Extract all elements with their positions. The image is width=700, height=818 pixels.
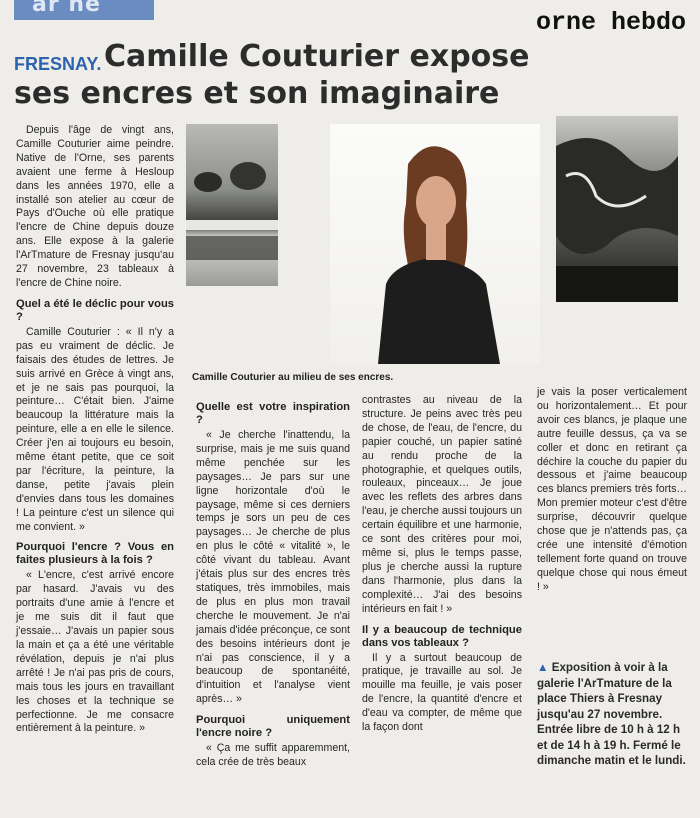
answer-3: « Je cherche l'inattendu, la surprise, mais je me suis quand même penchée sur les paysages… Je pars sur une ligne horizontale d'où le paysage, même si ces derniers temps je sors un peu de ces paysages… Je cherche de plus en plus le côté « vitalité », le côté vivant du tableau. Avant j'étais plus sur des encres très statiques, très immobiles, mais de plus en plus mon travail cherche le mouvement. Je n'ai jamais d'idée préconçue, ce sont des besoins intérieurs dont je n'ai pas conscience, il y a beaucoup de spontanéité, d'intuition et l'analyse vient après… » (196, 429, 350, 706)
section-banner (14, 0, 154, 20)
answer-4-continued: contrastes au niveau de la structure. Je peins avec très peu de chose, de l'eau, de l'encre, du papier couché, un papier satiné au rendu proche de la photographie, et quelques outils, rouleaux, pinceaux… Je joue avec les reflets des arbres dans l'eau, je cherche aussi toujours un certain équilibre et une harmonie, ce sont des critères pour moi, même si, plus le temps passe, plus je cherche aussi la rupture dans l'harmonie, plus dans la complexité… J'ai des besoins intérieurs en fait ! » (362, 394, 522, 615)
exhibition-info-text: Exposition à voir à la galerie l'ArTmature de la place Thiers à Fresnay jusqu'au 27 novembre. Entrée libre de 10 h à 12 h et de 14 h à 19 h. Fermé le dimanche matin et le lundi. (537, 661, 686, 767)
ink-painting-left (186, 124, 278, 286)
column-3 (362, 394, 522, 735)
question-1: Quel a été le déclic pour vous ? (16, 297, 174, 323)
column-4 (537, 386, 687, 595)
intro-paragraph: Depuis l'âge de vingt ans, Camille Couturier aime peindre. Native de l'Orne, ses parents avaient une ferme à Hesloup dans les années 1970, elle a installé son atelier au cœur de Pays d'Ouche où elle pratique l'encre de Chine depuis douze ans. Elle expose à la galerie l'ArTmature de Fresnay jusqu'au 27 novembre, 23 tableaux à l'encre de Chine noire. (16, 124, 174, 289)
artist-portrait-photo (330, 124, 540, 364)
exhibition-info-box (537, 660, 687, 769)
ink-painting-right (556, 116, 678, 302)
section-banner-text: ar ne (32, 0, 101, 17)
question-3: Quelle est votre inspiration ? (196, 401, 350, 426)
question-2: Pourquoi l'encre ? Vous en faites plusieurs à la fois ? (16, 541, 174, 567)
answer-4-start: « Ça me suffit apparemment, cela crée de très beaux (196, 742, 350, 769)
photo-caption: Camille Couturier au milieu de ses encres. (192, 372, 394, 383)
question-5: Il y a beaucoup de technique dans vos tableaux ? (362, 623, 522, 649)
question-4: Pourquoi uniquement l'encre noire ? (196, 714, 350, 740)
intro-column (16, 124, 174, 736)
headline-line-2: ses encres et son imaginaire (14, 76, 500, 111)
headline-line-1: Camille Couturier expose (104, 39, 530, 74)
answer-1: Camille Couturier : « Il n'y a pas eu vraiment de déclic. Je faisais des études de lettres. Je suis arrivé en Grèce à vingt ans, et je ne sais pas pourquoi, la peinture… C'était bien. J'aime beaucoup la littérature mais la peinture, elle a en elle le silence. Créer j'en ai toujours eu besoin, même étant petite, que ce soit par l'écriture, la peinture, la danse, petite j'avais plein d'envies dans tous les domaines ! La peinture c'est un silence qui me convient. » (16, 325, 174, 533)
triangle-marker-icon: ▲ (537, 661, 549, 674)
location-kicker: FRESNAY. (14, 54, 102, 74)
column-2 (196, 394, 350, 770)
answer-2: « L'encre, c'est arrivé encore par hasard. J'avais vu des portraits d'une amie à l'encre et je me suis dit il faut que j'essaie… J'avais un papier sous la main et ça a été une véritable révélation, depuis je n'ai plus arrêté ! Je n'ai pas pris de cours, mais tous les jours en travaillant les choses et la technique se perfectionne. Je me consacre entièrement à la peinture. » (16, 569, 174, 735)
answer-5-continued: je vais la poser verticalement ou horizontalement… Et pour avoir ces blancs, je plaque une autre feuille dessus, ça va se coller et donc en retirant ça déchire la couche du papier du dessous et j'aime beaucoup ces blancs premiers très forts… Mon premier moteur c'est d'être surprise, découvrir quelque chose que je n'attends pas, ça crée une intensité d'émotion tellement forte quand on trouve quelque chose qui nous émeut ! » (537, 386, 687, 593)
answer-5: Il y a surtout beaucoup de pratique, je travaille au sol. Je mouille ma feuille, je vais poser de l'encre, la quantité d'encre et d'eau va compter, de même que la façon dont (362, 651, 522, 734)
brand-logo: orne hebdo (535, 8, 686, 37)
headline (14, 38, 694, 112)
